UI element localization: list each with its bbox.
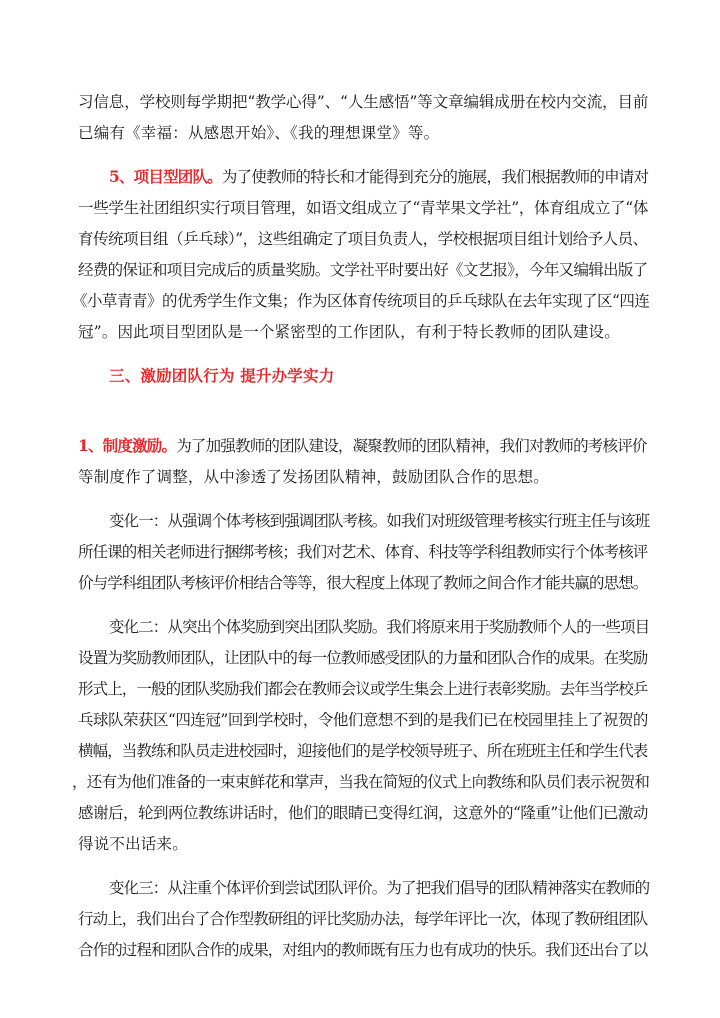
paragraph-line: 《小草青青》的优秀学生作文集；作为区体育传统项目的乒乓球队在去年实现了区“四连 [72,292,650,310]
item5-text: 为了使教师的特长和才能得到充分的施展，我们根据教师的申请对 [221,168,649,186]
paragraph-line: ，还有为他们准备的一束束鲜花和掌声，当我在简短的仪式上向教练和队员们表示祝贺和 [72,773,650,791]
paragraph-line: 已编有《幸福：从感恩开始》、《我的理想课堂》等。 [78,124,440,142]
item1-text: 为了加强教师的团队建设，凝聚教师的团队精神，我们对教师的考核评价 [176,437,647,455]
paragraph-line: 设置为奖励教师团队，让团队中的每一位教师感受团队的力量和团队合作的成果。在奖励 [78,649,648,667]
paragraph-line: 变化三：从注重个体评价到尝试团队评价。为了把我们倡导的团队精神落实在教师的 [109,879,650,897]
paragraph-line: 冠”。因此项目型团队是一个紧密型的工作团队，有利于特长教师的团队建设。 [78,323,620,341]
item1-first-line [78,436,647,456]
paragraph-line: 行动上，我们出台了合作型教研组的评比奖励办法，每学年评比一次，体现了教研组团队 [78,910,648,928]
item1-label: 1、制度激励。 [78,436,177,455]
paragraph-line: 所任课的相关老师进行捆绑考核；我们对艺术、体育、科技等学科组教师实行个体考核评 [78,543,648,561]
paragraph-line: 合作的过程和团队合作的成果，对组内的教师既有压力也有成功的快乐。我们还出台了以 [78,941,648,959]
paragraph-line: 价与学科组团队考核评价相结合等等，很大程度上体现了教师之间合作才能共赢的思想。 [78,574,648,592]
paragraph-line: 一些学生社团组织实行项目管理，如语文组成立了“青苹果文学社”，体育组成立了“体 [78,199,649,217]
section-heading: 三、激励团队行为 提升办学实力 [109,366,335,385]
paragraph-line: 变化二：从突出个体奖励到突出团队奖励。我们将原来用于奖励教师个人的一些项目 [109,618,650,636]
item5-first-line [109,167,648,187]
paragraph-line: 等制度作了调整，从中渗透了发扬团队精神，鼓励团队合作的思想。 [78,468,550,486]
item5-label: 5、项目型团队。 [109,167,222,186]
paragraph-line: 育传统项目组（乒乓球）”，这些组确定了项目负责人，学校根据项目组计划给予人员、 [78,230,648,248]
paragraph-line: 形式上，一般的团队奖励我们都会在教师会议或学生集会上进行表彰奖励。去年当学校乒 [78,680,648,698]
paragraph-line: 得说不出话来。 [78,835,188,853]
paragraph-line: 变化一：从强调个体考核到强调团队考核。如我们对班级管理考核实行班主任与该班 [109,512,650,530]
paragraph-line: 横幅，当教练和队员走进校园时，迎接他们的是学校领导班子、所在班班主任和学生代表 [78,742,648,760]
paragraph-line: 经费的保证和项目完成后的质量奖励。文学社平时要出好《文艺报》，今年又编辑出版了 [78,261,648,279]
paragraph-line: 感谢后，轮到两位教练讲话时，他们的眼睛已变得红润，这意外的“隆重”让他们已激动 [78,804,648,822]
paragraph-line: 习信息，学校则每学期把“教学心得”、“人生感悟”等文章编辑成册在校内交流，目前 [78,93,649,111]
paragraph-line: 乓球队荣获区“四连冠”回到学校时，令他们意想不到的是我们已在校园里挂上了祝贺的 [78,711,648,729]
